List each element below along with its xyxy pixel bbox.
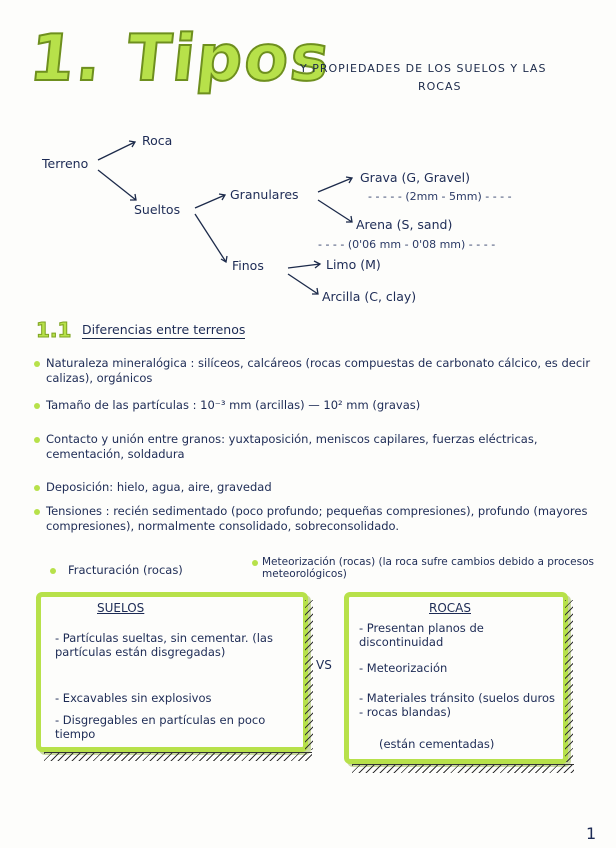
tree-node-arena: Arena (S, sand) bbox=[356, 217, 453, 232]
tree-node-limo: Limo (M) bbox=[326, 257, 381, 272]
list-item-meteorizacion: Meteorización (rocas) (la roca sufre cambios debido a procesos meteorológicos) bbox=[262, 556, 602, 580]
bullet-dot-icon bbox=[34, 437, 40, 443]
subtitle-line1: Y PROPIEDADES DE LOS SUELOS Y LAS bbox=[300, 62, 547, 75]
list-item: Deposición: hielo, agua, aire, gravedad bbox=[46, 480, 606, 495]
tree-node-arcilla: Arcilla (C, clay) bbox=[322, 289, 417, 304]
bullet-dot-icon bbox=[34, 485, 40, 491]
suelos-item: - Excavables sin explosivos bbox=[55, 691, 212, 705]
suelos-item: - Partículas sueltas, sin cementar. (las partículas están disgregadas) bbox=[55, 631, 273, 659]
rocas-item: - Presentan planos de discontinuidad bbox=[359, 621, 484, 649]
bullet-dot-icon bbox=[34, 361, 40, 367]
section-title: Diferencias entre terrenos bbox=[82, 322, 246, 337]
list-item: Tensiones : recién sedimentado (poco profundo; pequeñas compresiones), profundo (mayores compresiones), normalmente consolidado, sobreconsolidado. bbox=[46, 504, 606, 534]
vs-label: VS bbox=[316, 658, 332, 672]
bullet-dot-icon bbox=[50, 568, 56, 574]
tree-node-roca: Roca bbox=[142, 133, 173, 148]
bullet-dot-icon bbox=[34, 403, 40, 409]
tree-node-finos: Finos bbox=[232, 258, 264, 273]
list-item: Contacto y unión entre granos: yuxtaposición, meniscos capilares, fuerzas eléctricas, cementación, soldadura bbox=[46, 432, 606, 462]
rocas-box-hatch bbox=[352, 764, 574, 773]
rocas-item: - Meteorización bbox=[359, 661, 448, 675]
tree-note-arena-size: - - - - (0'06 mm - 0'08 mm) - - - - bbox=[318, 238, 496, 251]
tree-node-grava: Grava (G, Gravel) bbox=[360, 170, 470, 185]
suelos-box-title: SUELOS bbox=[97, 601, 145, 615]
list-item: Naturaleza mineralógica : silíceos, calcáreos (rocas compuestas de carbonato cálcico, es decir calizas), orgánicos bbox=[46, 356, 606, 386]
section-number: 1.1 bbox=[36, 318, 72, 342]
bullet-dot-icon bbox=[34, 509, 40, 515]
subtitle-line2: ROCAS bbox=[418, 80, 462, 93]
tree-note-grava-size: - - - - - (2mm - 5mm) - - - - bbox=[368, 190, 512, 203]
list-item-fracturacion: Fracturación (rocas) bbox=[58, 563, 183, 577]
rocas-item: (están cementadas) bbox=[379, 737, 495, 751]
tree-node-granulares: Granulares bbox=[230, 187, 299, 202]
rocas-box-hatch-side bbox=[565, 600, 573, 762]
rocas-box bbox=[344, 592, 568, 764]
rocas-box-title: ROCAS bbox=[429, 601, 471, 615]
suelos-box bbox=[36, 592, 308, 752]
suelos-box-hatch-side bbox=[305, 600, 313, 750]
tree-node-sueltos: Sueltos bbox=[134, 202, 181, 217]
page-title: 1. Tipos bbox=[26, 22, 335, 96]
page-number: 1 bbox=[586, 824, 597, 843]
suelos-box-hatch bbox=[44, 752, 312, 761]
bullet-dot-icon bbox=[252, 560, 258, 566]
suelos-item: - Disgregables en partículas en poco tiempo bbox=[55, 713, 266, 741]
tree-node-terreno: Terreno bbox=[42, 156, 89, 171]
rocas-item: - Materiales tránsito (suelos duros - rocas blandas) bbox=[359, 691, 556, 719]
list-item: Tamaño de las partículas : 10⁻³ mm (arcillas) — 10² mm (gravas) bbox=[46, 398, 606, 413]
